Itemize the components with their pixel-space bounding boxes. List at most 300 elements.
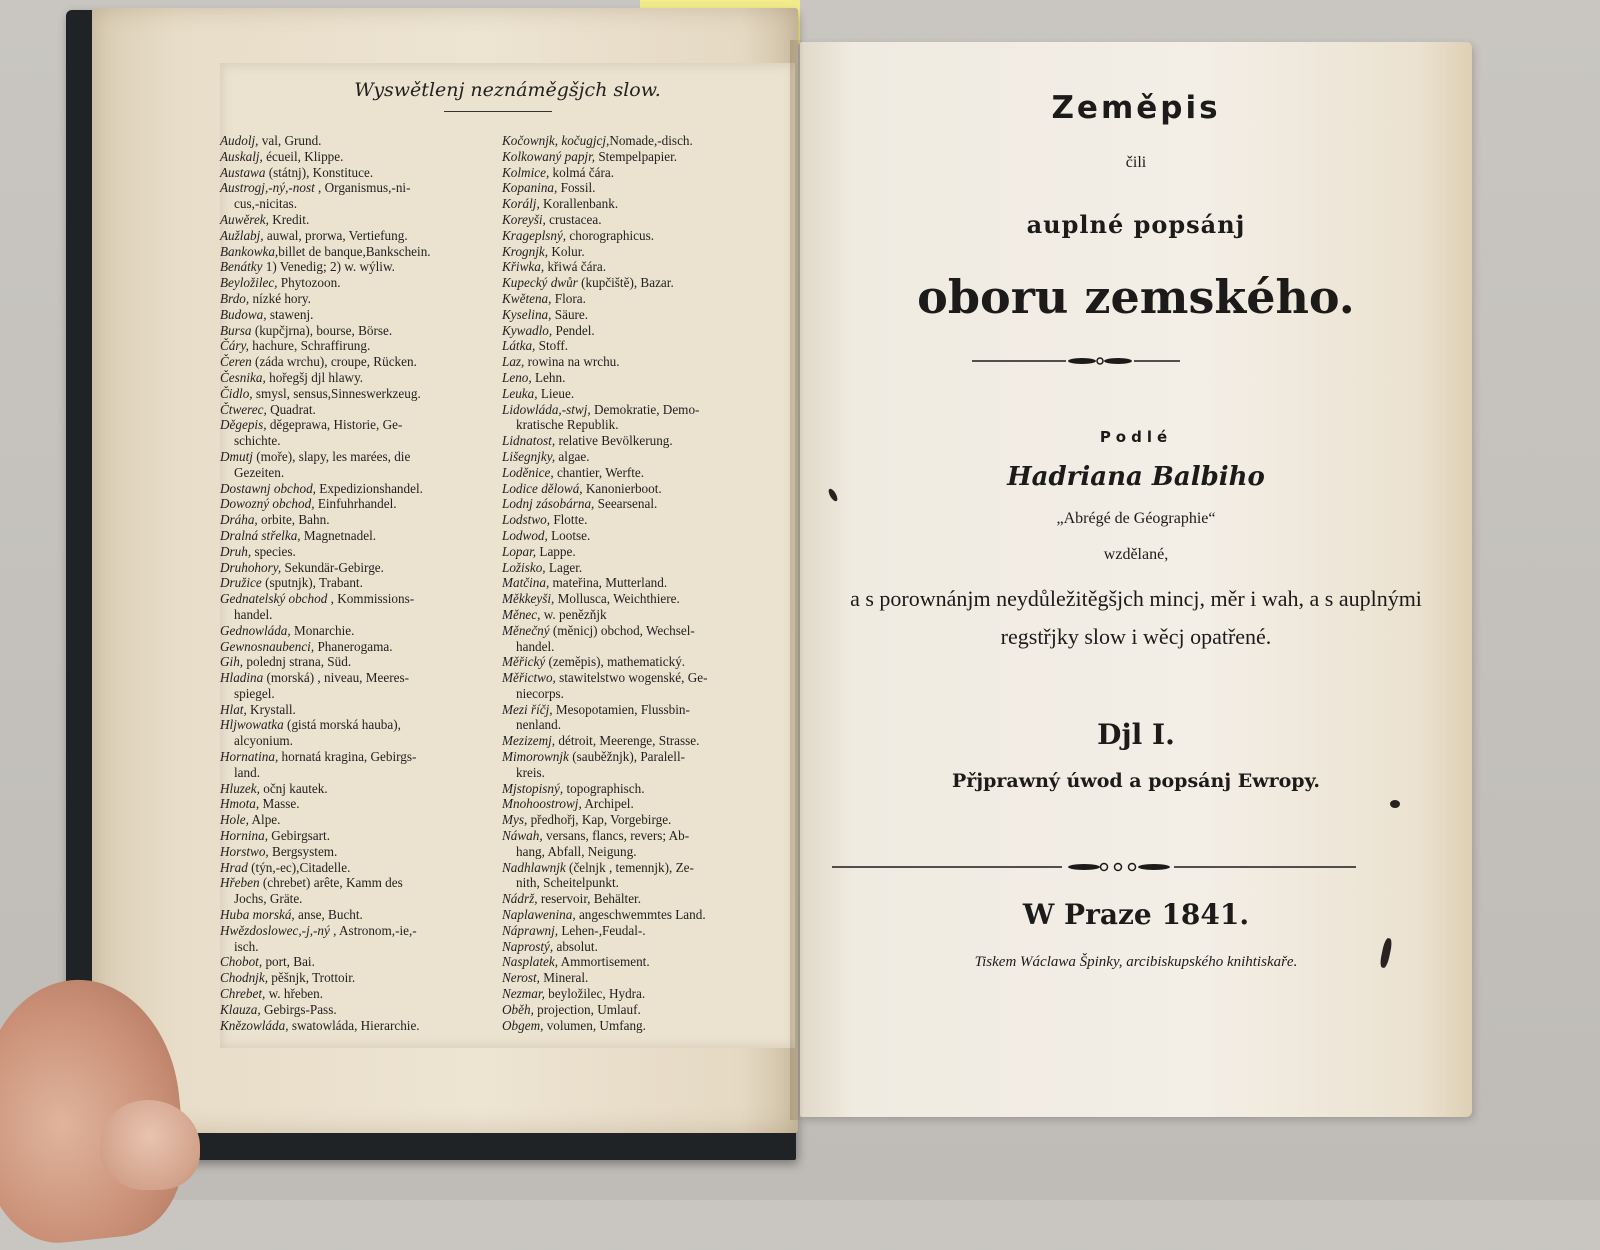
glossary-term: Hlat, xyxy=(220,701,247,717)
glossary-entry xyxy=(220,291,488,307)
glossary-definition: Einfuhrhandel. xyxy=(314,496,397,512)
glossary-entry xyxy=(220,828,488,844)
glossary-entry xyxy=(502,180,770,196)
glossary-term: Leuka, xyxy=(502,385,538,401)
glossary-definition: nith, Scheitelpunkt. xyxy=(516,875,619,891)
glossary-definition: chorographicus. xyxy=(566,227,654,243)
glossary-definition: w. hřeben. xyxy=(265,986,324,1002)
glossary-term: Kolmice, xyxy=(502,164,550,180)
glossary-definition: Bergsystem. xyxy=(268,843,338,859)
glossary-definition: crustacea. xyxy=(545,211,602,227)
glossary-definition: (čelnjk , temennjk), Ze- xyxy=(565,859,694,875)
printer-line: Tiskem Wáclawa Špinky, arcibiskupského knihtiskaře. xyxy=(974,954,1298,970)
glossary-entry xyxy=(502,196,770,212)
glossary-entry xyxy=(220,165,488,181)
glossary-entry xyxy=(220,765,488,781)
glossary-definition: děgeprawa, Historie, Ge- xyxy=(266,417,403,433)
glossary-entry xyxy=(220,402,488,418)
glossary-entry xyxy=(220,307,488,323)
glossary-term: Hwězdoslowec,-j,-ný xyxy=(220,922,330,938)
glossary-term: Dmutj xyxy=(220,448,253,464)
glossary-entry xyxy=(502,244,770,260)
glossary-term: Dráha, xyxy=(220,512,258,528)
glossary-entry xyxy=(220,970,488,986)
glossary-definition: (gistá morská hauba), xyxy=(283,717,401,733)
book-title: Zeměpis xyxy=(1051,90,1221,126)
glossary-definition: Archipel. xyxy=(581,796,634,812)
glossary-term: Křiwka, xyxy=(502,259,545,275)
glossary-term: Lodice dělowá, xyxy=(502,480,583,496)
glossary-entry xyxy=(220,639,488,655)
glossary-definition: Expedizionshandel. xyxy=(315,480,423,496)
glossary-entry xyxy=(502,970,770,986)
book-gutter xyxy=(790,40,804,1120)
glossary-definition: alcyonium. xyxy=(234,733,293,749)
glossary-entry xyxy=(502,465,770,481)
original-work-title: „Abrégé de Géographie“ xyxy=(1056,510,1216,527)
glossary-term: Koreyši, xyxy=(502,211,546,227)
place-and-date: W Praze 1841. xyxy=(1022,898,1250,931)
glossary-definition: Pendel. xyxy=(552,322,595,338)
hand-fingertip xyxy=(100,1100,200,1190)
glossary-definition: Lappe. xyxy=(536,543,576,559)
glossary-panel xyxy=(220,63,795,1048)
glossary-definition: Phanerogama. xyxy=(314,638,393,654)
glossary-term: Kwětena, xyxy=(502,290,552,306)
glossary-definition: Phytozoon. xyxy=(277,275,341,291)
glossary-entry xyxy=(502,954,770,970)
glossary-entry xyxy=(502,765,770,781)
glossary-term: Korálj, xyxy=(502,196,540,212)
glossary-definition: , Astronom,-ie,- xyxy=(329,922,417,938)
glossary-definition: kreis. xyxy=(516,764,545,780)
glossary-term: Lišegnjky, xyxy=(502,448,556,464)
glossary-term: Laz, xyxy=(502,354,525,370)
glossary-definition: détroit, Meerenge, Strasse. xyxy=(555,733,700,749)
glossary-term: Mimorownjk xyxy=(502,749,569,765)
glossary-header: Wyswětlenj neznáměgšjch slow. xyxy=(354,79,661,101)
glossary-definition: Nomade,-disch. xyxy=(609,133,693,148)
glossary-entry xyxy=(220,907,488,923)
glossary-definition: Lehen-,Feudal-. xyxy=(558,922,646,938)
glossary-term: Čeren xyxy=(220,354,252,370)
glossary-definition: Lieue. xyxy=(537,385,575,401)
glossary-entry xyxy=(502,433,770,449)
glossary-definition: Magnetnadel. xyxy=(300,527,377,543)
glossary-definition: angeschwemmtes Land. xyxy=(575,907,706,923)
glossary-definition: billet de banque,Bankschein. xyxy=(278,243,431,259)
glossary-term: Nasplatek, xyxy=(502,954,559,970)
title-page xyxy=(800,42,1472,1117)
glossary-term: Auwěrek, xyxy=(220,211,269,227)
glossary-term: Měnec, xyxy=(502,606,541,622)
glossary-term: Hornatina, xyxy=(220,749,279,765)
glossary-definition: Alpe. xyxy=(248,812,281,828)
glossary-term: Kywadlo, xyxy=(502,322,553,338)
glossary-definition: Gebirgsart. xyxy=(268,828,331,844)
glossary-term: Krageplsný, xyxy=(502,227,567,243)
glossary-term: Naprostý, xyxy=(502,938,554,954)
ornamental-rule-bottom xyxy=(800,860,1472,874)
glossary-definition: (sauběžnjk), Paralell- xyxy=(568,749,685,765)
glossary-entry xyxy=(220,259,488,275)
glossary-term: Beyložilec, xyxy=(220,275,278,291)
glossary-definition: Flotte. xyxy=(550,512,588,528)
glossary-entry xyxy=(502,370,770,386)
glossary-term: Gednatelský obchod xyxy=(220,591,328,607)
glossary-definition: (zeměpis), mathematický. xyxy=(545,654,686,670)
glossary-definition: port, Bai. xyxy=(262,954,315,970)
glossary-entry xyxy=(220,338,488,354)
glossary-entry xyxy=(220,812,488,828)
glossary-entry xyxy=(502,986,770,1002)
glossary-term: Audolj, xyxy=(220,133,259,148)
glossary-entry xyxy=(220,702,488,718)
glossary-entry xyxy=(220,891,488,907)
glossary-definition: handel. xyxy=(234,606,273,622)
glossary-definition: křiwá čára. xyxy=(544,259,607,275)
glossary-entry xyxy=(220,544,488,560)
glossary-entry xyxy=(502,544,770,560)
glossary-definition: kolmá čára. xyxy=(549,164,615,180)
glossary-entry xyxy=(220,575,488,591)
glossary-term: Klauza, xyxy=(220,1001,261,1017)
glossary-definition: (chrebet) arête, Kamm des xyxy=(259,875,403,891)
glossary-term: Chrebet, xyxy=(220,986,266,1002)
glossary-entry xyxy=(502,259,770,275)
glossary-entry xyxy=(502,639,770,655)
glossary-entry xyxy=(502,165,770,181)
glossary-definition: Sekundär-Gebirge. xyxy=(281,559,384,575)
glossary-term: Druh, xyxy=(220,543,252,559)
glossary-definition: stawitelstwo wogenské, Ge- xyxy=(555,670,708,686)
glossary-definition: Kolur. xyxy=(548,243,585,259)
glossary-entry xyxy=(220,717,488,733)
glossary-definition: swatowláda, Hierarchie. xyxy=(288,1017,420,1033)
glossary-entry xyxy=(220,133,488,149)
glossary-term: Lodnj zásobárna, xyxy=(502,496,595,512)
glossary-definition: Korallenbank. xyxy=(539,196,619,212)
glossary-definition: relative Bevölkerung. xyxy=(555,433,673,449)
glossary-definition: Ammortisement. xyxy=(558,954,650,970)
glossary-definition: écueil, Klippe. xyxy=(262,148,344,164)
glossary-term: Nádrž, xyxy=(502,891,538,907)
glossary-term: Lodstwo, xyxy=(502,512,551,528)
glossary-definition: polednj strana, Süd. xyxy=(243,654,352,670)
glossary-definition: nízké hory. xyxy=(249,290,311,306)
glossary-entry xyxy=(220,275,488,291)
glossary-entry xyxy=(220,875,488,891)
glossary-entry xyxy=(220,180,488,196)
glossary-definition: topographisch. xyxy=(563,780,645,796)
glossary-entry xyxy=(502,828,770,844)
left-page xyxy=(92,8,798,1133)
glossary-definition: předhořj, Kap, Vorgebirge. xyxy=(527,812,672,828)
glossary-entry xyxy=(220,686,488,702)
glossary-term: Matčina, xyxy=(502,575,550,591)
glossary-definition: stawenj. xyxy=(266,306,314,322)
glossary-definition: (měnicj) obchod, Wechsel- xyxy=(549,622,695,638)
glossary-term: Gednowláda, xyxy=(220,622,291,638)
glossary-term: Lidowláda,-stwj, xyxy=(502,401,591,417)
glossary-entry xyxy=(502,812,770,828)
glossary-entry xyxy=(502,607,770,623)
glossary-definition: versans, flancs, revers; Ab- xyxy=(542,828,690,844)
glossary-entry xyxy=(502,844,770,860)
glossary-term: Hmota, xyxy=(220,796,260,812)
glossary-entry xyxy=(220,986,488,1002)
glossary-term: Auskalj, xyxy=(220,148,263,164)
glossary-definition: Jochs, Gräte. xyxy=(234,891,303,907)
glossary-definition: kratische Republik. xyxy=(516,417,619,433)
glossary-term: Hljwowatka xyxy=(220,717,284,733)
glossary-definition: spiegel. xyxy=(234,685,275,701)
glossary-definition: pěšnjk, Trottoir. xyxy=(268,970,356,986)
ornamental-rule-top xyxy=(800,354,1472,368)
glossary-entry xyxy=(220,465,488,481)
glossary-entry xyxy=(220,370,488,386)
glossary-entry xyxy=(220,781,488,797)
glossary-entry xyxy=(220,417,488,433)
glossary-entry xyxy=(502,654,770,670)
glossary-entry xyxy=(220,1002,488,1018)
glossary-term: Obgem, xyxy=(502,1017,544,1033)
glossary-definition: Mesopotamien, Flussbin- xyxy=(552,701,690,717)
glossary-term: Lidnatost, xyxy=(502,433,556,449)
glossary-definition: Lootse. xyxy=(547,527,591,543)
glossary-term: Kupecký dwůr xyxy=(502,275,578,291)
glossary-entry xyxy=(502,860,770,876)
glossary-term: Austawa xyxy=(220,164,266,180)
glossary-entry xyxy=(220,844,488,860)
glossary-entry xyxy=(502,781,770,797)
glossary-entry xyxy=(502,354,770,370)
glossary-definition: absolut. xyxy=(553,938,598,954)
glossary-entry xyxy=(502,1002,770,1018)
glossary-definition: (státnj), Konstituce. xyxy=(265,164,374,180)
glossary-entry xyxy=(220,212,488,228)
glossary-entry xyxy=(502,481,770,497)
glossary-definition: isch. xyxy=(234,938,259,954)
subtitle-line-2: oboru zemského. xyxy=(917,270,1355,324)
glossary-entry xyxy=(220,939,488,955)
glossary-entry xyxy=(502,228,770,244)
glossary-term: Mezi říčj, xyxy=(502,701,553,717)
author-name: Hadriana Balbiho xyxy=(1007,462,1265,492)
glossary-definition: auwal, prorwa, Vertiefung. xyxy=(263,227,408,243)
glossary-definition: land. xyxy=(234,764,261,780)
glossary-definition: , Kommissions- xyxy=(327,591,415,607)
glossary-entry xyxy=(220,512,488,528)
glossary-term: Děgepis, xyxy=(220,417,267,433)
glossary-term: Mys, xyxy=(502,812,528,828)
glossary-entry xyxy=(502,338,770,354)
glossary-term: Čtwerec, xyxy=(220,401,267,417)
glossary-definition: očnj kautek. xyxy=(259,780,328,796)
glossary-term: Huba morská, xyxy=(220,907,295,923)
glossary-definition: Fossil. xyxy=(557,180,596,196)
glossary-term: Aužlabj, xyxy=(220,227,264,243)
glossary-entry xyxy=(502,702,770,718)
glossary-entry xyxy=(502,733,770,749)
glossary-definition: Mineral. xyxy=(539,970,589,986)
glossary-entry xyxy=(502,560,770,576)
glossary-term: Austrogj,-ný,-nost xyxy=(220,180,315,196)
glossary-definition: Monarchie. xyxy=(290,622,355,638)
glossary-entry xyxy=(220,954,488,970)
glossary-term: Hrad xyxy=(220,859,248,875)
glossary-definition: , Organismus,-ni- xyxy=(314,180,411,196)
glossary-entry xyxy=(502,939,770,955)
glossary-term: Náprawnj, xyxy=(502,922,559,938)
glossary-term: Knězowláda, xyxy=(220,1017,289,1033)
glossary-entry xyxy=(220,1018,488,1034)
title-conjunction: čili xyxy=(1125,154,1147,171)
glossary-term: Leno, xyxy=(502,369,532,385)
header-rule xyxy=(444,111,552,112)
glossary-term: Kolkowaný papjr, xyxy=(502,148,596,164)
glossary-definition: Lager. xyxy=(545,559,583,575)
glossary-definition: Seearsenal. xyxy=(594,496,658,512)
glossary-term: Lopar, xyxy=(502,543,537,559)
glossary-entry xyxy=(220,560,488,576)
glossary-definition: val, Grund. xyxy=(258,133,322,148)
glossary-term: Gih, xyxy=(220,654,244,670)
glossary-definition: chantier, Werfte. xyxy=(553,464,645,480)
glossary-definition: Demokratie, Demo- xyxy=(590,401,700,417)
glossary-term: Mnohoostrowj, xyxy=(502,796,582,812)
glossary-term: Horstwo, xyxy=(220,843,269,859)
glossary-entry xyxy=(220,354,488,370)
glossary-term: Budowa, xyxy=(220,306,267,322)
glossary-term: Dowozný obchod, xyxy=(220,496,315,512)
glossary-term: Loděnice, xyxy=(502,464,554,480)
glossary-entry xyxy=(502,875,770,891)
glossary-definition: (kupčjrna), bourse, Börse. xyxy=(251,322,393,338)
glossary-term: Měřictwo, xyxy=(502,670,556,686)
glossary-definition: w. penězňjk xyxy=(540,606,607,622)
glossary-term: Nadhlawnjk xyxy=(502,859,566,875)
glossary-term: Kočownjk, kočugjcj, xyxy=(502,133,610,148)
glossary-definition: hang, Abfall, Neigung. xyxy=(516,843,637,859)
glossary-entry xyxy=(220,733,488,749)
glossary-term: Hole, xyxy=(220,812,249,828)
glossary-definition: hořegšj djl hlawy. xyxy=(265,369,364,385)
glossary-column-right xyxy=(502,133,770,1033)
glossary-entry xyxy=(220,607,488,623)
glossary-entry xyxy=(502,670,770,686)
glossary-definition: mateřina, Mutterland. xyxy=(549,575,668,591)
glossary-term: Chobot, xyxy=(220,954,263,970)
glossary-term: Bursa xyxy=(220,322,252,338)
glossary-definition: Gebirgs-Pass. xyxy=(260,1001,337,1017)
glossary-definition: schichte. xyxy=(234,433,281,449)
glossary-entry xyxy=(220,591,488,607)
glossary-entry xyxy=(502,923,770,939)
glossary-entry xyxy=(220,481,488,497)
glossary-entry xyxy=(220,323,488,339)
glossary-term: Brdo, xyxy=(220,290,250,306)
glossary-term: Čáry, xyxy=(220,338,249,354)
glossary-term: Lodwod, xyxy=(502,527,548,543)
glossary-term: Kyselina, xyxy=(502,306,552,322)
glossary-term: Dostawnj obchod, xyxy=(220,480,316,496)
glossary-definition: algae. xyxy=(555,448,590,464)
glossary-term: Gewnosnaubenci, xyxy=(220,638,315,654)
glossary-term: Mjstopisný, xyxy=(502,780,564,796)
glossary-definition: Säure. xyxy=(551,306,589,322)
glossary-definition: cus,-nicitas. xyxy=(234,196,297,212)
glossary-entry xyxy=(502,575,770,591)
glossary-entry xyxy=(220,749,488,765)
glossary-definition: Gezeiten. xyxy=(234,464,285,480)
glossary-entry xyxy=(502,212,770,228)
glossary-entry xyxy=(502,686,770,702)
glossary-entry xyxy=(220,796,488,812)
glossary-definition: (kupčiště), Bazar. xyxy=(577,275,674,291)
glossary-term: Nerost, xyxy=(502,970,540,986)
glossary-entry xyxy=(502,796,770,812)
glossary-term: Družice xyxy=(220,575,262,591)
glossary-entry xyxy=(220,196,488,212)
glossary-entry xyxy=(502,907,770,923)
glossary-definition: smysl, sensus,Sinneswerkzeug. xyxy=(252,385,421,401)
glossary-definition: (moře), slapy, les marées, die xyxy=(252,448,411,464)
glossary-definition: hornatá kragina, Gebirgs- xyxy=(278,749,417,765)
glossary-entry xyxy=(502,496,770,512)
glossary-definition: volumen, Umfang. xyxy=(543,1017,646,1033)
glossary-entry xyxy=(502,386,770,402)
glossary-definition: (týn,-ec),Citadelle. xyxy=(247,859,351,875)
glossary-definition: reservoir, Behälter. xyxy=(537,891,642,907)
glossary-definition: anse, Bucht. xyxy=(294,907,363,923)
glossary-definition: Krystall. xyxy=(246,701,296,717)
glossary-definition: Kanonierboot. xyxy=(582,480,662,496)
glossary-entry xyxy=(220,923,488,939)
glossary-definition: Kredit. xyxy=(268,211,310,227)
glossary-entry xyxy=(502,323,770,339)
volume-title: Přjprawný úwod a popsánj Ewropy. xyxy=(951,770,1321,792)
glossary-entry xyxy=(220,528,488,544)
glossary-term: Látka, xyxy=(502,338,536,354)
glossary-entry xyxy=(220,623,488,639)
glossary-definition: orbite, Bahn. xyxy=(257,512,330,528)
glossary-definition: Stempelpapier. xyxy=(595,148,678,164)
glossary-entry xyxy=(502,891,770,907)
adaptation-note: wzdělané, xyxy=(1103,546,1169,563)
glossary-entry xyxy=(502,449,770,465)
glossary-entry xyxy=(502,717,770,733)
glossary-entry xyxy=(502,275,770,291)
glossary-term: Ložisko, xyxy=(502,559,546,575)
podle-label: Podlé xyxy=(1099,428,1173,446)
glossary-definition: Quadrat. xyxy=(266,401,316,417)
glossary-term: Oběh, xyxy=(502,1001,534,1017)
glossary-definition: (záda wrchu), croupe, Rücken. xyxy=(251,354,417,370)
glossary-definition: (sputnjk), Trabant. xyxy=(261,575,363,591)
glossary-entry xyxy=(502,528,770,544)
glossary-definition: rowina na wrchu. xyxy=(524,354,620,370)
glossary-term: Mezizemj, xyxy=(502,733,556,749)
glossary-term: Měřický xyxy=(502,654,546,670)
glossary-entry xyxy=(502,591,770,607)
glossary-term: Náwah, xyxy=(502,828,543,844)
glossary-entry xyxy=(502,623,770,639)
glossary-definition: hachure, Schraffirung. xyxy=(248,338,371,354)
glossary-term: Naplawenina, xyxy=(502,907,576,923)
glossary-term: Hornina, xyxy=(220,828,268,844)
glossary-definition: niecorps. xyxy=(516,685,564,701)
